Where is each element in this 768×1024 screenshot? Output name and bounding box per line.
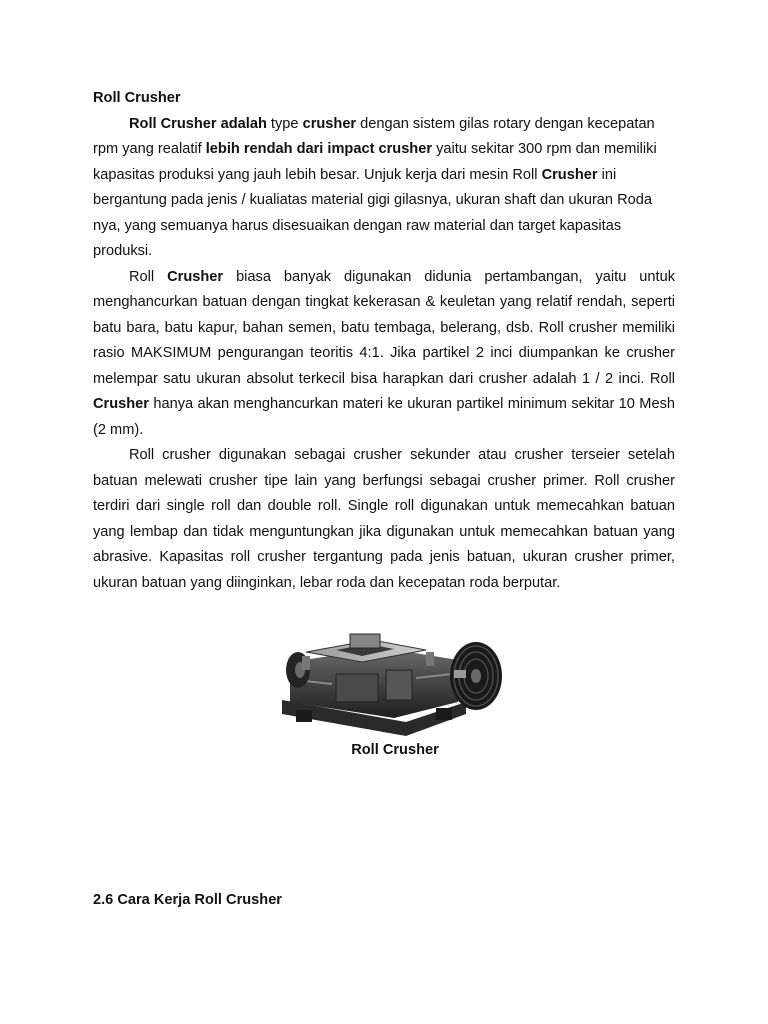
term-lower-than-impact: lebih rendah dari impact crusher [205, 141, 433, 157]
section-heading: 2.6 Cara Kerja Roll Crusher [93, 892, 282, 908]
roll-crusher-figure [276, 630, 506, 740]
term-crusher: Crusher [93, 396, 149, 412]
paragraph-usage [93, 265, 675, 444]
figure-caption: Roll Crusher [351, 742, 439, 758]
roll-crusher-machine-icon [276, 630, 506, 740]
text-fragment: ini bergantung pada jenis / kualiatas material gigi gilasnya, ukuran shaft dan ukuran Roda nya, yang semuanya harus disesuaikan dengan raw material dan target kapasitas produksi. [93, 166, 652, 259]
document-title: Roll Crusher [93, 90, 181, 106]
term-crusher: Crusher [167, 268, 224, 285]
text-fragment: biasa banyak digunakan didunia pertambangan, yaitu untuk menghancurkan batuan dengan tingkat kekerasan & keuletan yang relatif rendah, seperti batu bara, batu kapur, bahan semen, batu tembaga, belerang, dsb. Roll crusher memiliki rasio MAKSIMUM pengurangan teoritis 4:1. Jika partikel 2 inci diumpankan ke crusher melempar satu ukuran absolut terkecil bisa harapkan dari crusher adalah 1 / 2 inci. Roll [93, 268, 675, 387]
text-fragment: yaitu sekitar 300 rpm dan memiliki kapasitas produksi yang jauh lebih besar. Unjuk kerja dari mesin Roll [93, 141, 657, 183]
body-text [93, 86, 675, 596]
paragraph-definition [93, 112, 675, 265]
text-fragment: dengan sistem gilas rotary dengan kecepatan rpm yang realatif [93, 115, 655, 157]
term-crusher: Crusher [541, 166, 598, 183]
term-crusher: crusher [302, 115, 357, 132]
term-roll-crusher-adalah: Roll Crusher adalah [129, 115, 267, 132]
text-fragment: type [266, 115, 303, 132]
text-fragment: Roll [129, 268, 168, 285]
paragraph-types: Roll crusher digunakan sebagai crusher sekunder atau crusher terseier setelah batuan melewati crusher tipe lain yang berfungsi sebagai crusher primer. Roll crusher terdiri dari single roll dan double roll. Single roll digunakan untuk memecahkan batuan yang lembap dan tidak menguntungkan jika digunakan untuk memecahkan batuan yang abrasive. Kapasitas roll crusher tergantung pada jenis batuan, ukuran crusher primer, ukuran batuan yang diinginkan, lebar roda dan kecepatan roda berputar. [93, 447, 675, 591]
text-fragment: hanya akan menghancurkan materi ke ukuran partikel minimum sekitar 10 Mesh (2 mm). [93, 396, 675, 438]
